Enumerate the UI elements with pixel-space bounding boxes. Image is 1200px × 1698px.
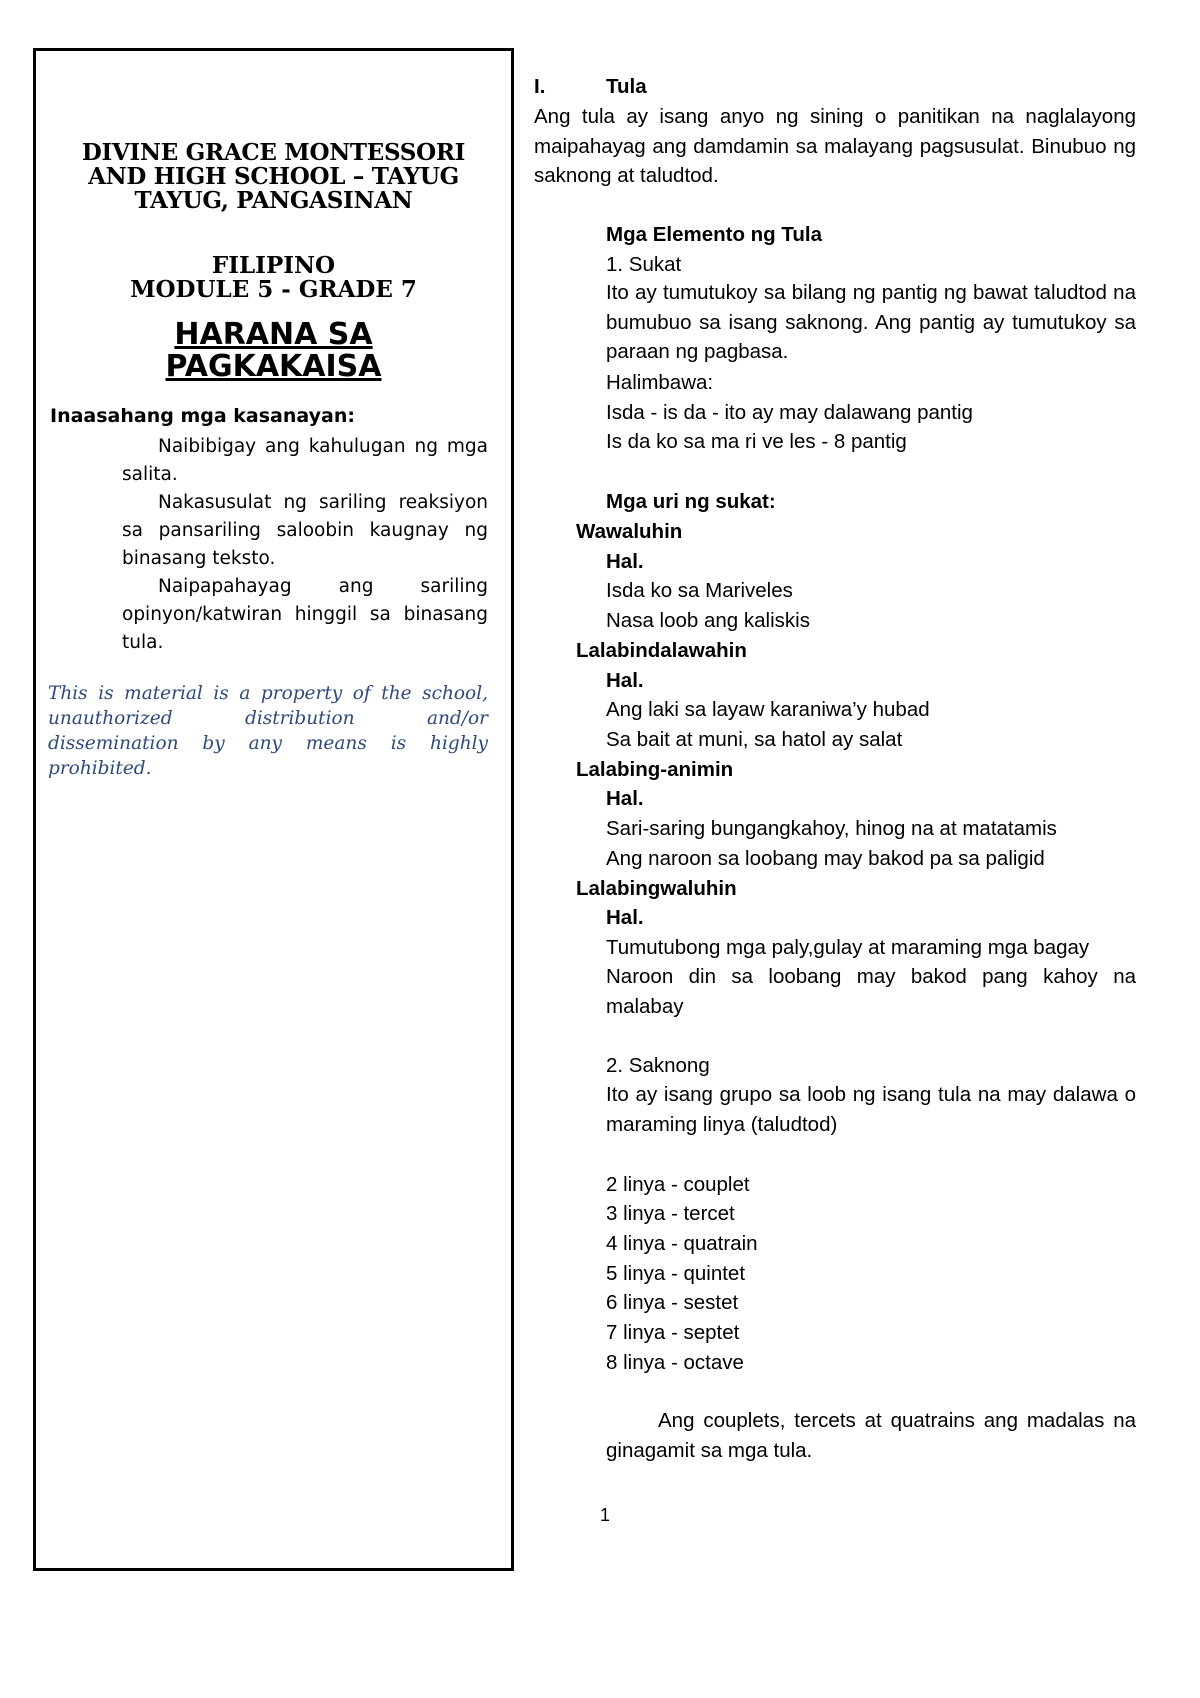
module-info (36, 254, 511, 302)
example-line: Nasa loob ang kaliskis (606, 609, 810, 632)
objective-item: Naipapahayag ang sariling opinyon/katwiran hinggil sa binasang tula. (122, 576, 488, 653)
school-name (36, 141, 511, 213)
property-notice: This is material is a property of the school, unauthorized distribution and/or dissemination by any means is highly prohibited. (48, 683, 488, 779)
sukat-type-name: Lalabindalawahin (576, 639, 747, 662)
linya-item: 3 linya - tercet (606, 1202, 735, 1225)
linya-item: 5 linya - quintet (606, 1262, 746, 1285)
school-line-1: DIVINE GRACE MONTESSORI (81, 139, 466, 166)
example-line: Ang naroon sa loobang may bakod pa sa paligid (606, 847, 1045, 870)
example-line: Tumutubong mga paly,gulay at maraming mga bagay (606, 936, 1090, 959)
cover-box (33, 48, 514, 1571)
linya-item: 2 linya - couplet (606, 1173, 750, 1196)
objective-item: Nakasusulat ng sariling reaksiyon sa pansariling saloobin kaugnay ng binasang teksto. (122, 492, 488, 569)
page-number: 1 (600, 1505, 611, 1525)
linya-item: 6 linya - sestet (606, 1291, 739, 1314)
closing-paragraph: Ang couplets, tercets at quatrains ang madalas na ginagamit sa mga tula. (606, 1409, 1136, 1462)
subject: FILIPINO (211, 252, 336, 279)
example-line: Ang laki sa layaw karaniwa’y hubad (606, 698, 930, 721)
sukat-type-name: Wawaluhin (576, 520, 683, 543)
example-line: Isda ko sa Mariveles (606, 579, 793, 602)
hal-label: Hal. (606, 906, 644, 929)
hal-label: Hal. (606, 669, 644, 692)
school-line-2: AND HIGH SCHOOL – TAYUG (88, 163, 459, 190)
sukat-heading: 1. Sukat (606, 253, 682, 276)
section-number: I. (534, 75, 546, 98)
module-grade: MODULE 5 - GRADE 7 (130, 276, 417, 303)
elements-heading: Mga Elemento ng Tula (606, 223, 823, 246)
halimbawa-label: Halimbawa: (606, 371, 714, 394)
hal-label: Hal. (606, 550, 644, 573)
sukat-type-name: Lalabingwaluhin (576, 877, 737, 900)
objectives-list (122, 433, 488, 657)
expectations-heading: Inaasahang mga kasanayan: (50, 405, 355, 427)
module-title (36, 319, 511, 383)
example-line: Isda - is da - ito ay may dalawang pantig (606, 401, 973, 424)
section-title: Tula (606, 75, 647, 98)
example-line: Naroon din sa loobang may bakod pang kahoy na malabay (606, 965, 1136, 1018)
linya-item: 8 linya - octave (606, 1351, 744, 1374)
linya-item: 4 linya - quatrain (606, 1232, 758, 1255)
sukat-description: Ito ay tumutukoy sa bilang ng pantig ng bawat taludtod na bumubuo sa isang saknong. Ang pantig ay tumutukoy sa paraan ng pagbasa. (606, 281, 1136, 364)
uri-heading: Mga uri ng sukat: (606, 490, 776, 513)
linya-item: 7 linya - septet (606, 1321, 740, 1344)
school-line-3: TAYUG, PANGASINAN (134, 187, 413, 214)
intro-paragraph: Ang tula ay isang anyo ng sining o panitikan na naglalayong maipahayag ang damdamin sa malayang pagsusulat. Binubuo ng saknong at taludtod. (534, 105, 1136, 188)
sukat-type-name: Lalabing-animin (576, 758, 734, 781)
saknong-heading: 2. Saknong (606, 1054, 710, 1077)
title-line-1: HARANA SA (174, 317, 373, 352)
title-line-2: PAGKAKAISA (165, 349, 382, 384)
saknong-description: Ito ay isang grupo sa loob ng isang tula na may dalawa o maraming linya (taludtod) (606, 1083, 1136, 1136)
hal-label: Hal. (606, 787, 644, 810)
example-line: Is da ko sa ma ri ve les - 8 pantig (606, 430, 907, 453)
objective-item: Naibibigay ang kahulugan ng mga salita. (122, 436, 488, 485)
example-line: Sa bait at muni, sa hatol ay salat (606, 728, 903, 751)
example-line: Sari-saring bungangkahoy, hinog na at matatamis (606, 817, 1057, 840)
